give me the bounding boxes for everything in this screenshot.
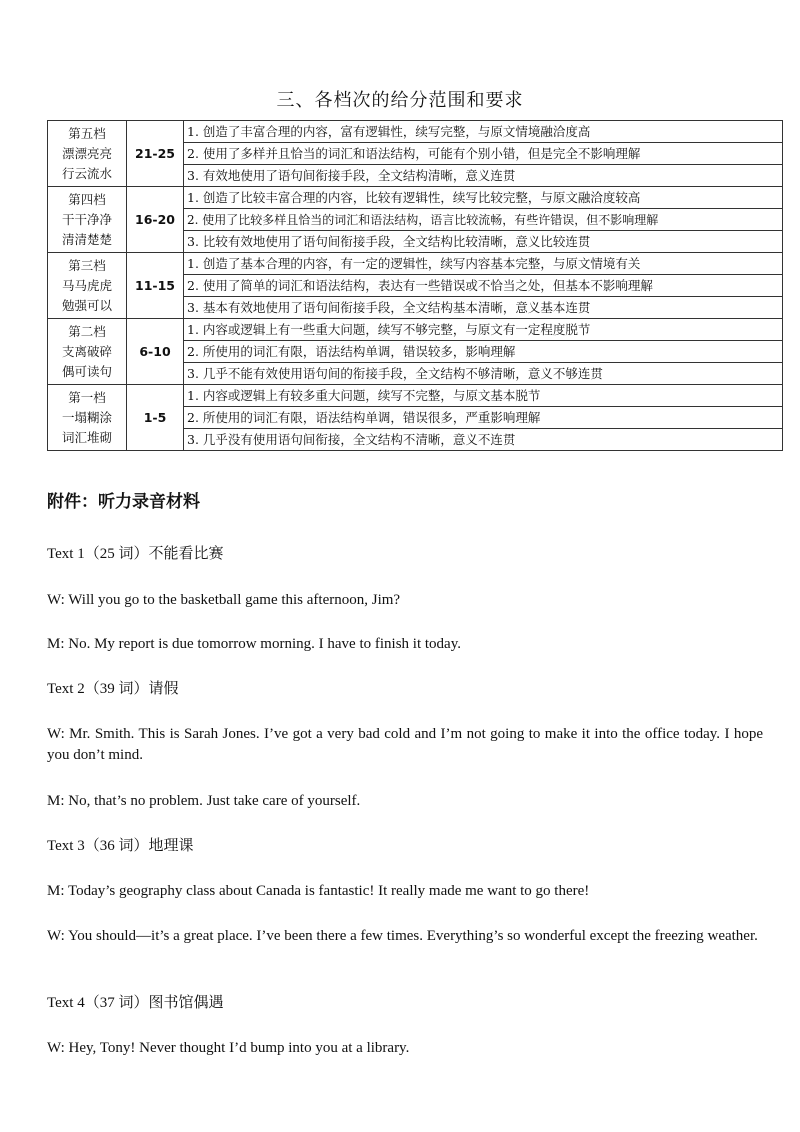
table-row xyxy=(48,121,783,143)
level-desc: 行云流水 xyxy=(61,165,112,181)
dialogue-line: W: Hey, Tony! Never thought I’d bump into you at a library. xyxy=(47,1040,410,1056)
table-row xyxy=(48,253,783,275)
criterion: 1. 创造了丰富合理的内容，富有逻辑性，续写完整，与原文情境融洽度高 xyxy=(184,121,783,143)
table-row xyxy=(48,187,783,209)
text-heading: Text 3（36 词）地理课 xyxy=(47,838,194,854)
criterion: 2. 所使用的词汇有限，语法结构单调，错误较多，影响理解 xyxy=(184,341,783,363)
score-range: 1-5 xyxy=(127,385,184,451)
criterion: 1. 内容或逻辑上有较多重大问题，续写不完整，与原文基本脱节 xyxy=(184,385,783,407)
criterion: 1. 内容或逻辑上有一些重大问题，续写不够完整，与原文有一定程度脱节 xyxy=(184,319,783,341)
level-desc: 词汇堆砌 xyxy=(61,429,112,445)
level-name: 第三档 xyxy=(68,257,106,273)
criterion: 3. 几乎不能有效使用语句间的衔接手段，全文结构不够清晰，意义不够连贯 xyxy=(184,363,783,385)
criterion: 3. 有效地使用了语句间衔接手段，全文结构清晰，意义连贯 xyxy=(184,165,783,187)
level-desc: 马马虎虎 xyxy=(61,277,112,293)
criterion: 3. 比较有效地使用了语句间衔接手段，全文结构比较清晰，意义比较连贯 xyxy=(184,231,783,253)
level-desc: 漂漂亮亮 xyxy=(61,145,112,161)
criterion: 1. 创造了比较丰富合理的内容，比较有逻辑性，续写比较完整，与原文融洽度较高 xyxy=(184,187,783,209)
appendix-title: 附件：听力录音材料 xyxy=(47,492,200,512)
criterion: 2. 使用了简单的词汇和语法结构，表达有一些错误或不恰当之处，但基本不影响理解 xyxy=(184,275,783,297)
score-range: 21-25 xyxy=(127,121,184,187)
level-name: 第二档 xyxy=(68,323,106,339)
dialogue-line: W: You should—it’s a great place. I’ve been there a few times. Everything’s so wonderful except the freezing weather. xyxy=(47,928,758,944)
criterion: 2. 使用了多样并且恰当的词汇和语法结构，可能有个别小错，但是完全不影响理解 xyxy=(184,143,783,165)
dialogue-line: W: Mr. Smith. This is Sarah Jones. I’ve got a very bad cold and I’m not going to make it into the office today. I hope you don’t mind. xyxy=(47,726,763,763)
criterion: 2. 使用了比较多样且恰当的词汇和语法结构，语言比较流畅，有些许错误，但不影响理解 xyxy=(184,209,783,231)
level-desc: 偶可读句 xyxy=(61,363,112,379)
score-range: 6-10 xyxy=(127,319,184,385)
section-title: 三、各档次的给分范围和要求 xyxy=(276,90,524,111)
criterion: 3. 基本有效地使用了语句间衔接手段，全文结构基本清晰，意义基本连贯 xyxy=(184,297,783,319)
level-cell xyxy=(48,385,127,451)
text-heading: Text 4（37 词）图书馆偶遇 xyxy=(47,995,224,1011)
level-desc: 勉强可以 xyxy=(61,297,112,313)
dialogue-line: M: No, that’s no problem. Just take care of yourself. xyxy=(47,793,361,809)
text-heading: Text 2（39 词）请假 xyxy=(47,681,179,697)
dialogue-line: W: Will you go to the basketball game this afternoon, Jim? xyxy=(47,592,401,608)
level-cell xyxy=(48,319,127,385)
level-cell xyxy=(48,121,127,187)
text-heading: Text 1（25 词）不能看比赛 xyxy=(47,546,224,562)
score-range: 16-20 xyxy=(127,187,184,253)
score-range: 11-15 xyxy=(127,253,184,319)
scoring-rubric-table xyxy=(47,120,783,451)
table-row xyxy=(48,319,783,341)
level-desc: 清清楚楚 xyxy=(61,231,112,247)
level-cell xyxy=(48,187,127,253)
criterion: 3. 几乎没有使用语句间衔接，全文结构不清晰，意义不连贯 xyxy=(184,429,783,451)
level-name: 第一档 xyxy=(68,389,106,405)
level-name: 第五档 xyxy=(68,125,106,141)
level-desc: 干干净净 xyxy=(61,211,112,227)
dialogue-line: M: Today’s geography class about Canada is fantastic! It really made me want to go there! xyxy=(47,883,590,899)
level-desc: 一塌糊涂 xyxy=(61,409,112,425)
dialogue-line: M: No. My report is due tomorrow morning. I have to finish it today. xyxy=(47,636,461,652)
table-row xyxy=(48,385,783,407)
level-cell xyxy=(48,253,127,319)
criterion: 2. 所使用的词汇有限，语法结构单调，错误很多，严重影响理解 xyxy=(184,407,783,429)
level-name: 第四档 xyxy=(68,191,106,207)
criterion: 1. 创造了基本合理的内容，有一定的逻辑性，续写内容基本完整，与原文情境有关 xyxy=(184,253,783,275)
level-desc: 支离破碎 xyxy=(61,343,112,359)
